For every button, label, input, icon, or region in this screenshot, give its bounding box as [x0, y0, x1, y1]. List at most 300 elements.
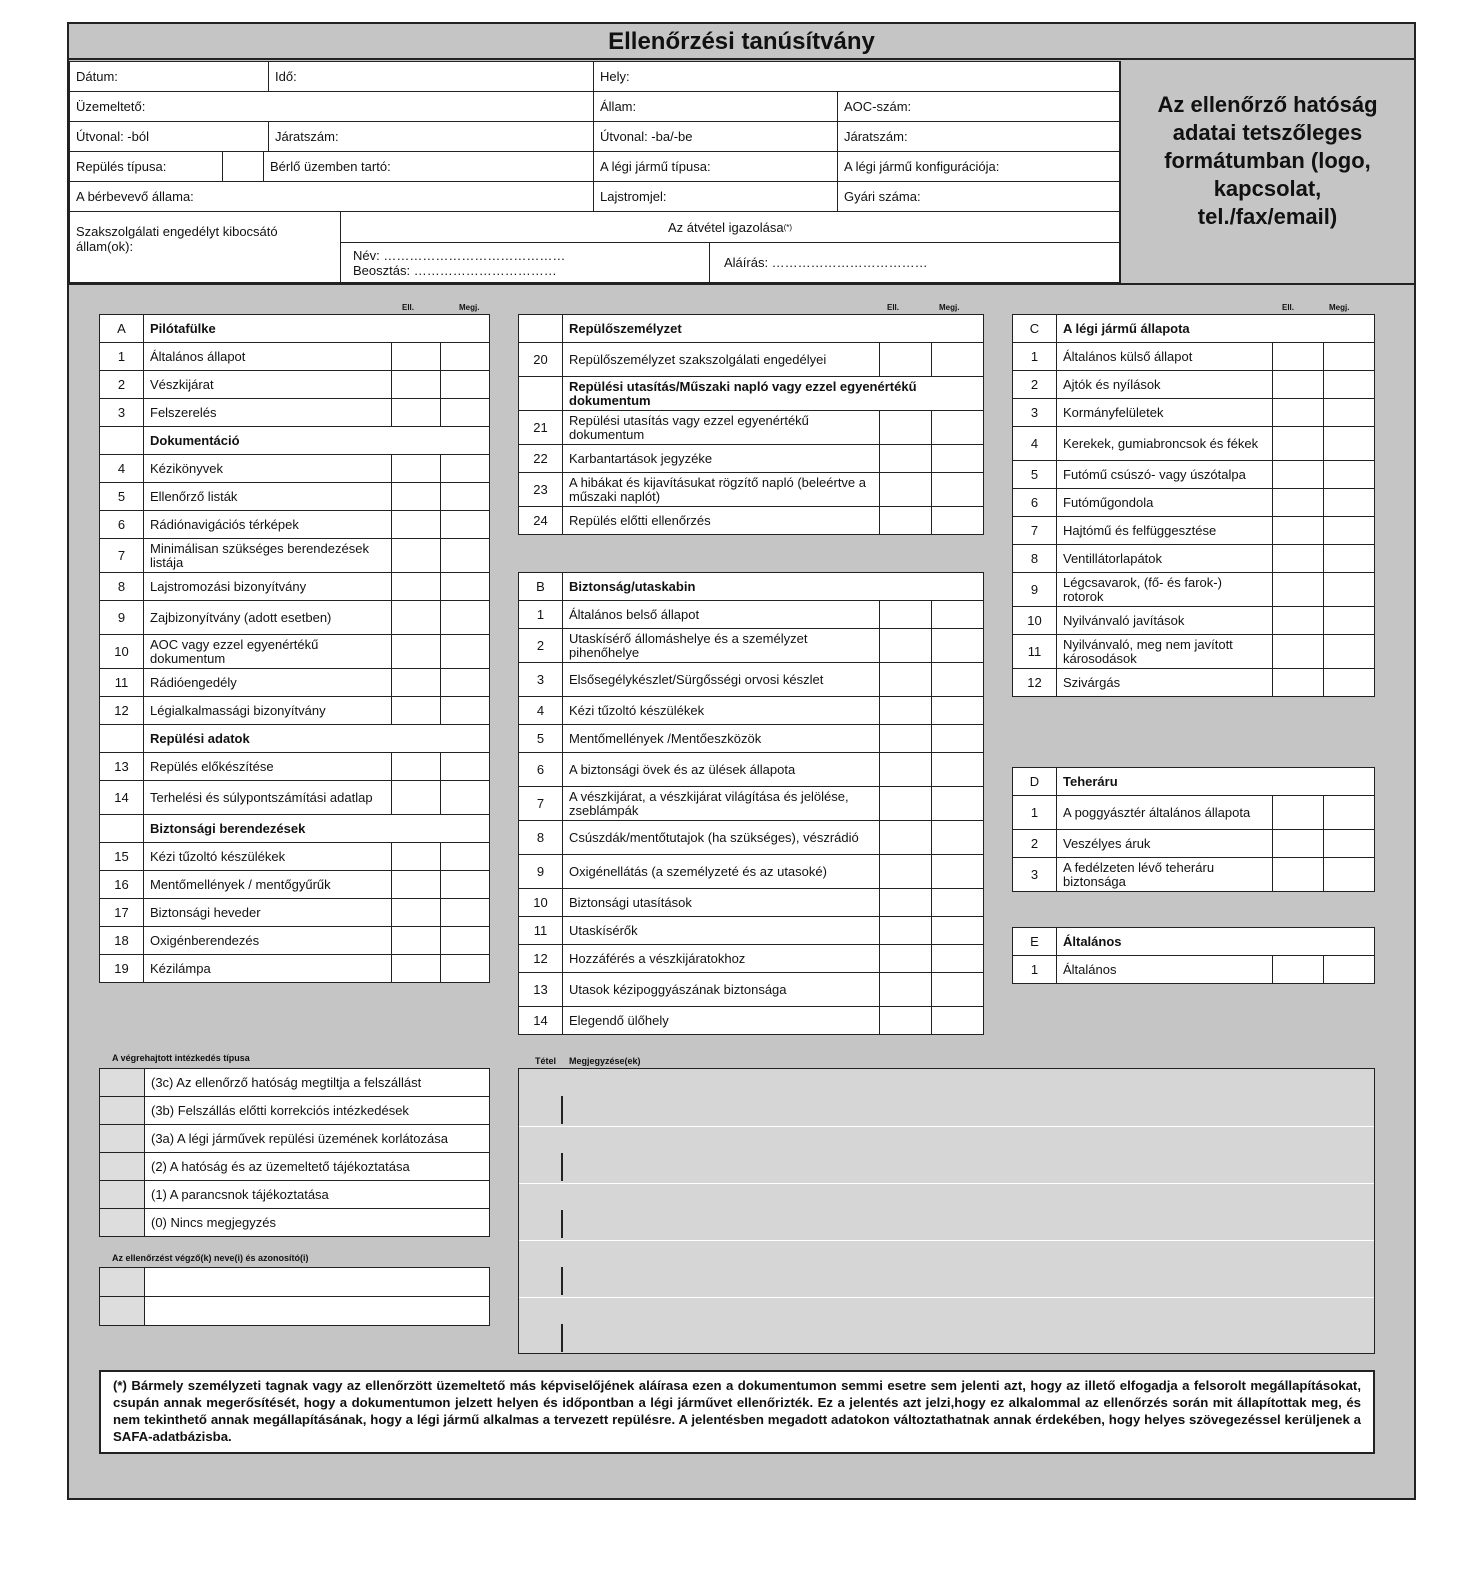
- ell-checkbox[interactable]: [392, 871, 441, 899]
- item-number: 5: [100, 483, 144, 511]
- field-route-to[interactable]: [593, 121, 838, 152]
- section-code: E: [1013, 928, 1057, 956]
- remarks-row-divider: [561, 1267, 563, 1295]
- acceptance-header: [340, 211, 1120, 243]
- section-title: A légi jármű állapota: [1057, 315, 1375, 343]
- ell-checkbox[interactable]: [879, 787, 931, 821]
- item-number: 14: [519, 1007, 563, 1035]
- checklist-row: [100, 573, 490, 601]
- remarks-row-divider: [561, 1324, 563, 1352]
- action-label: (3b) Felszállás előtti korrekciós intézkedések: [145, 1097, 490, 1125]
- field-name-label: Név: ……………………………………: [353, 247, 566, 263]
- megj-checkbox[interactable]: [1323, 607, 1374, 635]
- field-flight-type[interactable]: [69, 151, 223, 182]
- action-checkbox[interactable]: [100, 1097, 145, 1125]
- item-label: Hajtómű és felfüggesztése: [1057, 517, 1273, 545]
- item-label: Utasok kézipoggyászának biztonsága: [563, 973, 880, 1007]
- item-label: Minimálisan szükséges berendezések listája: [144, 539, 392, 573]
- item-number: 3: [519, 663, 563, 697]
- subsection-title: Repülési adatok: [144, 725, 490, 753]
- ell-checkbox[interactable]: [879, 445, 931, 473]
- field-flight-number-1-label: Járatszám:: [275, 129, 339, 144]
- megj-checkbox[interactable]: [931, 697, 983, 725]
- item-label: Kézilámpa: [144, 955, 392, 983]
- item-label: Szivárgás: [1057, 669, 1273, 697]
- checklist-row: [100, 899, 490, 927]
- field-aircraft-type[interactable]: [593, 151, 838, 182]
- megj-checkbox[interactable]: [931, 787, 983, 821]
- ell-checkbox[interactable]: [392, 483, 441, 511]
- megj-checkbox[interactable]: [441, 483, 490, 511]
- ell-checkbox[interactable]: [392, 601, 441, 635]
- checklist-row: [1013, 343, 1375, 371]
- ell-checkbox[interactable]: [1272, 796, 1323, 830]
- ell-checkbox[interactable]: [1272, 607, 1323, 635]
- ell-checkbox[interactable]: [879, 1007, 931, 1035]
- megj-checkbox[interactable]: [441, 343, 490, 371]
- megj-checkbox[interactable]: [931, 821, 983, 855]
- ell-checkbox[interactable]: [879, 343, 931, 377]
- section-header-row: [100, 315, 490, 343]
- megj-checkbox[interactable]: [931, 855, 983, 889]
- section-header-row: [1013, 315, 1375, 343]
- megj-checkbox[interactable]: [1323, 669, 1374, 697]
- ell-checkbox[interactable]: [1272, 489, 1323, 517]
- checklist-row: [1013, 635, 1375, 669]
- ell-checkbox[interactable]: [392, 371, 441, 399]
- remarks-row[interactable]: [519, 1126, 1374, 1184]
- remarks-row[interactable]: [519, 1069, 1374, 1127]
- col-header-ell: Ell.: [887, 303, 900, 312]
- checklist-row: [519, 601, 984, 629]
- item-label: AOC vagy ezzel egyenértékű dokumentum: [144, 635, 392, 669]
- field-serial-number-label: Gyári száma:: [844, 189, 921, 204]
- ell-checkbox[interactable]: [879, 601, 931, 629]
- megj-checkbox[interactable]: [441, 871, 490, 899]
- field-aircraft-type-label: A légi jármű típusa:: [600, 159, 711, 174]
- megj-checkbox[interactable]: [931, 917, 983, 945]
- field-operator[interactable]: [69, 91, 594, 122]
- item-label: A fedélzeten lévő teheráru biztonsága: [1057, 858, 1273, 892]
- col-header-megj: Megj.: [1329, 303, 1350, 312]
- ell-checkbox[interactable]: [879, 663, 931, 697]
- action-checkbox[interactable]: [100, 1069, 145, 1097]
- ell-checkbox[interactable]: [392, 343, 441, 371]
- item-label: Futómű csúszó- vagy úszótalpa: [1057, 461, 1273, 489]
- item-number: 6: [1013, 489, 1057, 517]
- checklist-row: [1013, 371, 1375, 399]
- field-aircraft-config[interactable]: [837, 151, 1120, 182]
- ell-checkbox[interactable]: [1272, 956, 1323, 984]
- checklist-row: [1013, 461, 1375, 489]
- ell-checkbox[interactable]: [879, 629, 931, 663]
- ell-checkbox[interactable]: [392, 927, 441, 955]
- ell-checkbox[interactable]: [1272, 343, 1323, 371]
- megj-checkbox[interactable]: [1323, 399, 1374, 427]
- megj-checkbox[interactable]: [441, 669, 490, 697]
- megj-checkbox[interactable]: [1323, 517, 1374, 545]
- ell-checkbox[interactable]: [1272, 858, 1323, 892]
- item-label: Ellenőrző listák: [144, 483, 392, 511]
- checklist-row: [1013, 830, 1375, 858]
- ell-checkbox[interactable]: [392, 697, 441, 725]
- megj-checkbox[interactable]: [931, 945, 983, 973]
- checklist-row: [519, 663, 984, 697]
- megj-checkbox[interactable]: [1323, 830, 1374, 858]
- item-number: 13: [100, 753, 144, 781]
- megj-checkbox[interactable]: [441, 539, 490, 573]
- remarks-row-divider: [561, 1096, 563, 1124]
- megj-checkbox[interactable]: [931, 601, 983, 629]
- megj-checkbox[interactable]: [931, 343, 983, 377]
- item-number: 2: [1013, 371, 1057, 399]
- item-number: 10: [1013, 607, 1057, 635]
- item-label: Biztonsági heveder: [144, 899, 392, 927]
- field-date[interactable]: [69, 61, 269, 92]
- ell-checkbox[interactable]: [392, 539, 441, 573]
- item-label: Ventillátorlapátok: [1057, 545, 1273, 573]
- field-signature[interactable]: [709, 242, 1120, 283]
- item-label: Repülés előtti ellenőrzés: [563, 507, 880, 535]
- item-number: 14: [100, 781, 144, 815]
- section-header-row: [1013, 928, 1375, 956]
- ell-checkbox[interactable]: [392, 753, 441, 781]
- ell-checkbox[interactable]: [392, 955, 441, 983]
- megj-checkbox[interactable]: [1323, 427, 1374, 461]
- field-licence-state-label: Szakszolgálati engedélyt kibocsátó állam(ok):: [76, 224, 278, 254]
- inspectors-label: Az ellenőrzést végző(k) neve(i) és azonosító(i): [112, 1253, 309, 1263]
- field-time[interactable]: [268, 61, 594, 92]
- remarks-row[interactable]: [519, 1240, 1374, 1298]
- item-number: 13: [519, 973, 563, 1007]
- remarks-row[interactable]: [519, 1183, 1374, 1241]
- authority-info-text: Az ellenőrző hatóság adatai tetszőleges formátumban (logo, kapcsolat, tel./fax/email): [1157, 92, 1378, 229]
- subsection-title: Biztonsági berendezések: [144, 815, 490, 843]
- ell-checkbox[interactable]: [879, 855, 931, 889]
- actions-label: A végrehajtott intézkedés típusa: [112, 1053, 250, 1063]
- checklist-row: [519, 343, 984, 377]
- action-checkbox[interactable]: [100, 1181, 145, 1209]
- checklist-row: [100, 697, 490, 725]
- megj-checkbox[interactable]: [441, 635, 490, 669]
- item-number: 20: [519, 343, 563, 377]
- ell-checkbox[interactable]: [879, 917, 931, 945]
- ell-checkbox[interactable]: [1272, 669, 1323, 697]
- megj-checkbox[interactable]: [441, 781, 490, 815]
- subsection-row: [100, 815, 490, 843]
- item-label: Általános belső állapot: [563, 601, 880, 629]
- section-title: Teheráru: [1057, 768, 1375, 796]
- field-location-label: Hely:: [600, 69, 630, 84]
- ell-checkbox[interactable]: [879, 725, 931, 753]
- megj-checkbox[interactable]: [1323, 573, 1374, 607]
- field-state[interactable]: [593, 91, 838, 122]
- megj-checkbox[interactable]: [1323, 796, 1374, 830]
- section-d-table: [1012, 767, 1375, 892]
- field-signature-label: Aláírás: ………………………………: [724, 255, 928, 270]
- field-flight-type-value[interactable]: [222, 151, 264, 182]
- item-number: 15: [100, 843, 144, 871]
- item-number: 9: [100, 601, 144, 635]
- subsection-row: [100, 725, 490, 753]
- checklist-row: [1013, 956, 1375, 984]
- section-b-table: [518, 572, 984, 1035]
- checklist-row: [519, 697, 984, 725]
- megj-checkbox[interactable]: [931, 663, 983, 697]
- megj-checkbox[interactable]: [441, 573, 490, 601]
- megj-checkbox[interactable]: [1323, 545, 1374, 573]
- field-location[interactable]: [593, 61, 1120, 92]
- item-number: 9: [1013, 573, 1057, 607]
- item-number: 7: [1013, 517, 1057, 545]
- subsection-title: Dokumentáció: [144, 427, 490, 455]
- checklist-row: [519, 629, 984, 663]
- field-route-from[interactable]: [69, 121, 269, 152]
- item-label: A poggyásztér általános állapota: [1057, 796, 1273, 830]
- ell-checkbox[interactable]: [879, 507, 931, 535]
- item-label: Általános: [1057, 956, 1273, 984]
- ell-checkbox[interactable]: [1272, 371, 1323, 399]
- megj-checkbox[interactable]: [441, 511, 490, 539]
- megj-checkbox[interactable]: [1323, 858, 1374, 892]
- col-header-ell: Ell.: [1282, 303, 1295, 312]
- checklist-row: [100, 511, 490, 539]
- field-registration[interactable]: [593, 181, 838, 212]
- megj-checkbox[interactable]: [1323, 956, 1374, 984]
- item-number: 2: [100, 371, 144, 399]
- section-code: B: [519, 573, 563, 601]
- ell-checkbox[interactable]: [392, 899, 441, 927]
- megj-checkbox[interactable]: [931, 473, 983, 507]
- field-licence-state[interactable]: [69, 211, 341, 283]
- checklist-row: [519, 973, 984, 1007]
- certificate-frame: [67, 22, 1416, 1500]
- item-label: Rádiónavigációs térképek: [144, 511, 392, 539]
- checklist-row: [100, 483, 490, 511]
- megj-checkbox[interactable]: [441, 601, 490, 635]
- checklist-row: [519, 855, 984, 889]
- item-number: 12: [519, 945, 563, 973]
- megj-checkbox[interactable]: [441, 753, 490, 781]
- item-label: Rádióengedély: [144, 669, 392, 697]
- ell-checkbox[interactable]: [879, 821, 931, 855]
- megj-checkbox[interactable]: [931, 973, 983, 1007]
- megj-checkbox[interactable]: [1323, 461, 1374, 489]
- field-name-position[interactable]: [340, 242, 710, 283]
- field-lessee-operator[interactable]: [263, 151, 594, 182]
- item-number: 6: [100, 511, 144, 539]
- megj-checkbox[interactable]: [441, 455, 490, 483]
- checklist-row: [1013, 573, 1375, 607]
- item-label: Oxigénellátás (a személyzeté és az utasoké): [563, 855, 880, 889]
- ell-checkbox[interactable]: [879, 889, 931, 917]
- ell-checkbox[interactable]: [392, 455, 441, 483]
- checklist-row: [100, 753, 490, 781]
- section-title: Repülőszemélyzet: [563, 315, 984, 343]
- megj-checkbox[interactable]: [931, 1007, 983, 1035]
- remarks-area[interactable]: [518, 1068, 1375, 1354]
- checklist-row: [100, 871, 490, 899]
- field-date-label: Dátum:: [76, 69, 118, 84]
- section-header-row: [1013, 768, 1375, 796]
- inspector-name-cell[interactable]: [145, 1297, 490, 1326]
- ell-checkbox[interactable]: [879, 753, 931, 787]
- item-number: 8: [519, 821, 563, 855]
- item-label: Általános külső állapot: [1057, 343, 1273, 371]
- item-label: Hozzáférés a vészkijáratokhoz: [563, 945, 880, 973]
- ell-checkbox[interactable]: [1272, 545, 1323, 573]
- checklist-row: [519, 787, 984, 821]
- section-header-row: [519, 315, 984, 343]
- field-flight-number-2[interactable]: [837, 121, 1120, 152]
- subsection-row: [100, 427, 490, 455]
- actions-table: [99, 1068, 490, 1237]
- checklist-row: [519, 725, 984, 753]
- inspectors-table: [99, 1267, 490, 1326]
- divider: [69, 283, 1414, 285]
- megj-checkbox[interactable]: [441, 399, 490, 427]
- ell-checkbox[interactable]: [879, 973, 931, 1007]
- checklist-row: [519, 821, 984, 855]
- item-label: Felszerelés: [144, 399, 392, 427]
- item-label: Elsősegélykészlet/Sürgősségi orvosi készlet: [563, 663, 880, 697]
- ell-checkbox[interactable]: [1272, 573, 1323, 607]
- item-number: 2: [1013, 830, 1057, 858]
- section-title: Pilótafülke: [144, 315, 490, 343]
- field-lessee-operator-label: Bérlő üzemben tartó:: [270, 159, 391, 174]
- subsection-number: [100, 427, 144, 455]
- item-number: 16: [100, 871, 144, 899]
- remarks-row-divider: [561, 1210, 563, 1238]
- inspector-name-cell[interactable]: [145, 1268, 490, 1297]
- remarks-row[interactable]: [519, 1297, 1374, 1354]
- checklist-row: [100, 371, 490, 399]
- ell-checkbox[interactable]: [879, 411, 931, 445]
- item-number: 5: [519, 725, 563, 753]
- megj-checkbox[interactable]: [441, 899, 490, 927]
- checklist-row: [1013, 399, 1375, 427]
- checklist-row: [100, 601, 490, 635]
- megj-checkbox[interactable]: [931, 629, 983, 663]
- field-aoc[interactable]: [837, 91, 1120, 122]
- checklist-row: [100, 927, 490, 955]
- megj-checkbox[interactable]: [441, 697, 490, 725]
- ell-checkbox[interactable]: [392, 669, 441, 697]
- item-label: Repülés előkészítése: [144, 753, 392, 781]
- megj-checkbox[interactable]: [931, 445, 983, 473]
- action-checkbox[interactable]: [100, 1153, 145, 1181]
- megj-checkbox[interactable]: [1323, 371, 1374, 399]
- ell-checkbox[interactable]: [1272, 427, 1323, 461]
- megj-checkbox[interactable]: [441, 371, 490, 399]
- action-checkbox[interactable]: [100, 1125, 145, 1153]
- ell-checkbox[interactable]: [1272, 517, 1323, 545]
- megj-checkbox[interactable]: [441, 955, 490, 983]
- field-lessee-state[interactable]: [69, 181, 594, 212]
- checklist-row: [100, 781, 490, 815]
- ell-checkbox[interactable]: [879, 697, 931, 725]
- ell-checkbox[interactable]: [392, 399, 441, 427]
- item-number: 1: [1013, 796, 1057, 830]
- item-number: 1: [100, 343, 144, 371]
- megj-checkbox[interactable]: [1323, 635, 1374, 669]
- field-position-label: Beosztás: ……………………………: [353, 262, 557, 278]
- megj-checkbox[interactable]: [931, 889, 983, 917]
- item-label: Biztonsági utasítások: [563, 889, 880, 917]
- ell-checkbox[interactable]: [879, 945, 931, 973]
- action-label: (0) Nincs megjegyzés: [145, 1209, 490, 1237]
- megj-checkbox[interactable]: [441, 927, 490, 955]
- megj-checkbox[interactable]: [1323, 343, 1374, 371]
- item-label: A biztonsági övek és az ülések állapota: [563, 753, 880, 787]
- ell-checkbox[interactable]: [392, 573, 441, 601]
- megj-checkbox[interactable]: [1323, 489, 1374, 517]
- inspector-id-cell[interactable]: [100, 1297, 145, 1326]
- item-number: 5: [1013, 461, 1057, 489]
- item-number: 2: [519, 629, 563, 663]
- section-c-table: [1012, 314, 1375, 697]
- field-flight-number-1[interactable]: [268, 121, 594, 152]
- ell-checkbox[interactable]: [1272, 830, 1323, 858]
- action-label: (2) A hatóság és az üzemeltető tájékoztatása: [145, 1153, 490, 1181]
- ell-checkbox[interactable]: [1272, 461, 1323, 489]
- item-label: Nyilvánvaló, meg nem javított károsodások: [1057, 635, 1273, 669]
- item-number: 1: [1013, 343, 1057, 371]
- section-a-table: [99, 314, 490, 983]
- ell-checkbox[interactable]: [392, 511, 441, 539]
- item-label: Oxigénberendezés: [144, 927, 392, 955]
- item-label: Nyilvánvaló javítások: [1057, 607, 1273, 635]
- ell-checkbox[interactable]: [392, 635, 441, 669]
- checklist-row: [100, 955, 490, 983]
- megj-checkbox[interactable]: [931, 507, 983, 535]
- section-e-table: [1012, 927, 1375, 984]
- acceptance-header-label: Az átvétel igazolása: [667, 219, 784, 235]
- subsection-title: Repülési utasítás/Műszaki napló vagy ezzel egyenértékű dokumentum: [563, 377, 984, 411]
- ell-checkbox[interactable]: [879, 473, 931, 507]
- field-time-label: Idő:: [275, 69, 297, 84]
- megj-checkbox[interactable]: [931, 411, 983, 445]
- section-crew-table: [518, 314, 984, 535]
- field-route-to-label: Útvonal: -ba/-be: [600, 129, 693, 144]
- item-number: 1: [519, 601, 563, 629]
- ell-checkbox[interactable]: [392, 781, 441, 815]
- ell-checkbox[interactable]: [1272, 399, 1323, 427]
- item-number: 4: [519, 697, 563, 725]
- item-label: Kerekek, gumiabroncsok és fékek: [1057, 427, 1273, 461]
- megj-checkbox[interactable]: [931, 725, 983, 753]
- item-label: A hibákat és kijavításukat rögzítő napló (beleértve a műszaki naplót): [563, 473, 880, 507]
- megj-checkbox[interactable]: [441, 843, 490, 871]
- checklist-row: [519, 917, 984, 945]
- item-number: 6: [519, 753, 563, 787]
- action-label: (3c) Az ellenőrző hatóság megtiltja a felszállást: [145, 1069, 490, 1097]
- item-number: 4: [100, 455, 144, 483]
- inspector-id-cell[interactable]: [100, 1268, 145, 1297]
- checklist-row: [100, 539, 490, 573]
- action-checkbox[interactable]: [100, 1209, 145, 1237]
- ell-checkbox[interactable]: [392, 843, 441, 871]
- item-number: 12: [1013, 669, 1057, 697]
- megj-checkbox[interactable]: [931, 753, 983, 787]
- checklist-row: [100, 399, 490, 427]
- item-number: 8: [100, 573, 144, 601]
- ell-checkbox[interactable]: [1272, 635, 1323, 669]
- col-header-megj: Megj.: [459, 303, 480, 312]
- item-number: 11: [100, 669, 144, 697]
- field-serial-number[interactable]: [837, 181, 1120, 212]
- checklist-row: [519, 1007, 984, 1035]
